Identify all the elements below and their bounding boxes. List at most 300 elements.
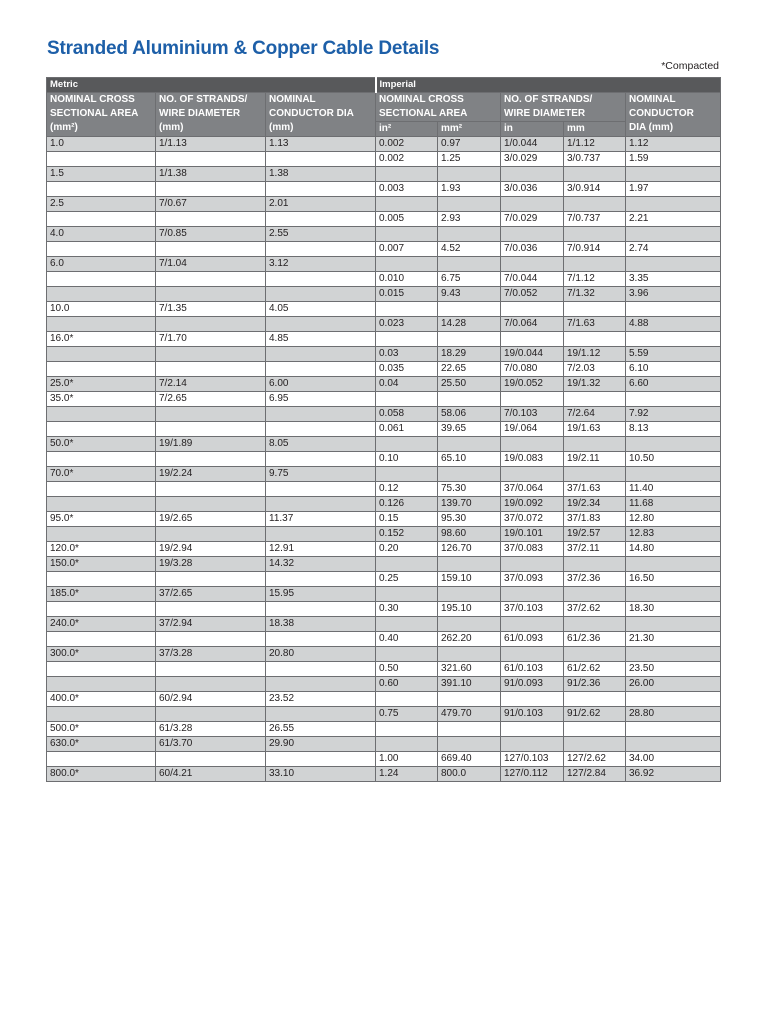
cell-metric-strands: 19/3.28 <box>156 557 266 572</box>
cell-metric-strands <box>156 347 266 362</box>
cell-in2: 0.010 <box>376 272 438 287</box>
cell-metric-area <box>47 362 156 377</box>
cell-metric-area <box>47 497 156 512</box>
sub-header-in2: in² <box>376 122 438 137</box>
cell-metric-area: 95.0* <box>47 512 156 527</box>
cell-metric-area: 630.0* <box>47 737 156 752</box>
cell-metric-strands: 60/2.94 <box>156 692 266 707</box>
cell-imperial-dia <box>626 332 721 347</box>
cell-metric-strands <box>156 362 266 377</box>
cell-metric-dia: 3.12 <box>266 257 376 272</box>
cell-mm2: 25.50 <box>438 377 501 392</box>
cell-mm2: 22.65 <box>438 362 501 377</box>
cell-in2: 0.126 <box>376 497 438 512</box>
cell-metric-area: 1.0 <box>47 137 156 152</box>
cell-metric-dia <box>266 572 376 587</box>
cell-strands-mm: 7/1.63 <box>564 317 626 332</box>
cell-in2 <box>376 587 438 602</box>
cell-metric-area: 4.0 <box>47 227 156 242</box>
cell-in2: 0.003 <box>376 182 438 197</box>
cell-metric-dia: 33.10 <box>266 767 376 782</box>
table-row <box>47 227 721 242</box>
cell-metric-area: 800.0* <box>47 767 156 782</box>
cell-strands-mm <box>564 617 626 632</box>
cell-strands-mm: 127/2.62 <box>564 752 626 767</box>
cell-metric-dia <box>266 707 376 722</box>
cell-mm2: 18.29 <box>438 347 501 362</box>
cell-mm2 <box>438 692 501 707</box>
cell-imperial-dia: 6.60 <box>626 377 721 392</box>
sub-header-mm2: mm² <box>438 122 501 137</box>
cell-metric-area <box>47 242 156 257</box>
cell-mm2 <box>438 227 501 242</box>
cell-metric-area <box>47 272 156 287</box>
cell-strands-mm: 91/2.36 <box>564 677 626 692</box>
table-row <box>47 557 721 572</box>
cell-metric-strands: 19/2.65 <box>156 512 266 527</box>
cell-mm2: 95.30 <box>438 512 501 527</box>
cell-metric-dia: 29.90 <box>266 737 376 752</box>
cell-metric-strands <box>156 572 266 587</box>
cell-strands-in: 91/0.093 <box>501 677 564 692</box>
cell-metric-dia: 9.75 <box>266 467 376 482</box>
cell-in2 <box>376 737 438 752</box>
cell-imperial-dia <box>626 227 721 242</box>
table-body <box>47 137 721 782</box>
cell-in2: 0.75 <box>376 707 438 722</box>
cell-strands-in: 7/0.044 <box>501 272 564 287</box>
cell-metric-dia <box>266 482 376 497</box>
cell-imperial-dia <box>626 692 721 707</box>
cell-metric-strands <box>156 422 266 437</box>
cell-strands-in: 127/0.112 <box>501 767 564 782</box>
cell-metric-area: 120.0* <box>47 542 156 557</box>
cell-imperial-dia: 36.92 <box>626 767 721 782</box>
cell-strands-mm <box>564 737 626 752</box>
cell-strands-mm <box>564 467 626 482</box>
cell-imperial-dia: 3.35 <box>626 272 721 287</box>
cell-imperial-dia <box>626 647 721 662</box>
cell-metric-strands <box>156 752 266 767</box>
cell-strands-mm <box>564 332 626 347</box>
cell-metric-strands: 7/1.35 <box>156 302 266 317</box>
cell-mm2 <box>438 557 501 572</box>
cell-in2 <box>376 257 438 272</box>
cell-strands-in: 7/0.029 <box>501 212 564 227</box>
cell-metric-strands <box>156 497 266 512</box>
cell-metric-strands: 7/0.85 <box>156 227 266 242</box>
cell-strands-in <box>501 557 564 572</box>
cell-mm2 <box>438 737 501 752</box>
table-row <box>47 452 721 467</box>
cell-imperial-dia: 2.74 <box>626 242 721 257</box>
cell-imperial-dia <box>626 557 721 572</box>
cell-mm2: 65.10 <box>438 452 501 467</box>
cell-metric-strands <box>156 242 266 257</box>
cell-strands-mm <box>564 647 626 662</box>
cell-imperial-dia <box>626 392 721 407</box>
cell-in2: 0.002 <box>376 137 438 152</box>
cell-metric-strands: 19/1.89 <box>156 437 266 452</box>
cell-strands-in <box>501 587 564 602</box>
cell-metric-area <box>47 572 156 587</box>
table-row <box>47 167 721 182</box>
cell-metric-strands <box>156 212 266 227</box>
table-row <box>47 752 721 767</box>
cell-in2: 0.03 <box>376 347 438 362</box>
cell-mm2: 126.70 <box>438 542 501 557</box>
cell-metric-area <box>47 452 156 467</box>
cell-imperial-dia: 12.80 <box>626 512 721 527</box>
cell-strands-in <box>501 467 564 482</box>
cell-mm2 <box>438 467 501 482</box>
cell-metric-area <box>47 482 156 497</box>
table-row <box>47 302 721 317</box>
cell-in2: 0.30 <box>376 602 438 617</box>
cell-imperial-dia: 21.30 <box>626 632 721 647</box>
cell-metric-dia <box>266 677 376 692</box>
cell-mm2: 195.10 <box>438 602 501 617</box>
cell-imperial-dia <box>626 167 721 182</box>
cell-metric-dia <box>266 182 376 197</box>
cell-metric-dia <box>266 422 376 437</box>
table-row <box>47 647 721 662</box>
table-row <box>47 617 721 632</box>
cell-metric-dia: 6.00 <box>266 377 376 392</box>
cell-strands-in <box>501 167 564 182</box>
cell-strands-mm: 7/1.32 <box>564 287 626 302</box>
cell-strands-mm: 3/0.914 <box>564 182 626 197</box>
cell-metric-strands <box>156 152 266 167</box>
cell-strands-in: 19/0.101 <box>501 527 564 542</box>
cell-imperial-dia <box>626 197 721 212</box>
table-row <box>47 692 721 707</box>
table-row <box>47 587 721 602</box>
metric-strands-header: NO. OF STRANDS/ WIRE DIAMETER (mm) <box>156 93 266 137</box>
cell-strands-mm: 3/0.737 <box>564 152 626 167</box>
cell-strands-in: 3/0.036 <box>501 182 564 197</box>
cell-metric-dia <box>266 212 376 227</box>
cell-strands-in <box>501 722 564 737</box>
cell-metric-dia: 8.05 <box>266 437 376 452</box>
cell-strands-in: 37/0.103 <box>501 602 564 617</box>
cell-in2: 0.12 <box>376 482 438 497</box>
cell-imperial-dia <box>626 587 721 602</box>
cell-strands-in: 61/0.093 <box>501 632 564 647</box>
cell-mm2: 391.10 <box>438 677 501 692</box>
cell-metric-area: 300.0* <box>47 647 156 662</box>
cell-mm2: 1.25 <box>438 152 501 167</box>
table-row <box>47 662 721 677</box>
cell-metric-area: 35.0* <box>47 392 156 407</box>
table-row <box>47 242 721 257</box>
cell-strands-mm: 19/1.12 <box>564 347 626 362</box>
cell-metric-dia <box>266 347 376 362</box>
cell-metric-dia: 6.95 <box>266 392 376 407</box>
cell-metric-dia: 14.32 <box>266 557 376 572</box>
cell-metric-dia: 1.38 <box>266 167 376 182</box>
cell-metric-strands <box>156 632 266 647</box>
cell-strands-in: 37/0.093 <box>501 572 564 587</box>
cell-imperial-dia: 18.30 <box>626 602 721 617</box>
cell-in2: 0.023 <box>376 317 438 332</box>
cell-strands-in: 19/0.052 <box>501 377 564 392</box>
cell-metric-dia <box>266 452 376 467</box>
cell-metric-strands <box>156 272 266 287</box>
cell-imperial-dia: 7.92 <box>626 407 721 422</box>
cell-strands-in <box>501 257 564 272</box>
cell-mm2: 321.60 <box>438 662 501 677</box>
table-row <box>47 392 721 407</box>
cell-strands-mm: 7/0.914 <box>564 242 626 257</box>
cell-in2 <box>376 557 438 572</box>
table-row <box>47 362 721 377</box>
cell-metric-strands <box>156 602 266 617</box>
cell-metric-area <box>47 677 156 692</box>
cell-strands-in <box>501 737 564 752</box>
cell-imperial-dia: 1.97 <box>626 182 721 197</box>
cell-metric-strands: 7/2.14 <box>156 377 266 392</box>
imperial-strands-header: NO. OF STRANDS/ WIRE DIAMETER <box>501 93 626 122</box>
sub-header-mm: mm <box>564 122 626 137</box>
cell-mm2: 669.40 <box>438 752 501 767</box>
cell-strands-in: 7/0.064 <box>501 317 564 332</box>
cell-strands-in <box>501 617 564 632</box>
cell-imperial-dia: 4.88 <box>626 317 721 332</box>
cell-imperial-dia <box>626 617 721 632</box>
cell-strands-mm <box>564 392 626 407</box>
cell-imperial-dia: 5.59 <box>626 347 721 362</box>
table-row <box>47 602 721 617</box>
table-row <box>47 767 721 782</box>
cell-metric-strands <box>156 677 266 692</box>
cell-metric-strands: 19/2.24 <box>156 467 266 482</box>
cell-metric-dia: 20.80 <box>266 647 376 662</box>
cell-strands-in <box>501 692 564 707</box>
cell-strands-in: 19/.064 <box>501 422 564 437</box>
cell-metric-area <box>47 752 156 767</box>
cell-strands-in <box>501 647 564 662</box>
cell-strands-in: 7/0.036 <box>501 242 564 257</box>
cell-strands-in: 127/0.103 <box>501 752 564 767</box>
cell-metric-area: 185.0* <box>47 587 156 602</box>
table-row <box>47 347 721 362</box>
table-row <box>47 197 721 212</box>
cell-strands-in <box>501 437 564 452</box>
cell-mm2 <box>438 167 501 182</box>
cell-metric-area: 6.0 <box>47 257 156 272</box>
cell-strands-mm: 19/2.11 <box>564 452 626 467</box>
cell-strands-in: 37/0.083 <box>501 542 564 557</box>
cell-in2 <box>376 197 438 212</box>
cell-in2: 0.20 <box>376 542 438 557</box>
cell-strands-mm <box>564 227 626 242</box>
cell-metric-area: 16.0* <box>47 332 156 347</box>
cell-strands-mm: 1/1.12 <box>564 137 626 152</box>
cell-metric-area <box>47 707 156 722</box>
cell-imperial-dia <box>626 467 721 482</box>
cell-strands-mm: 37/2.11 <box>564 542 626 557</box>
cell-metric-area <box>47 347 156 362</box>
cell-metric-dia: 1.13 <box>266 137 376 152</box>
cell-imperial-dia <box>626 257 721 272</box>
cell-metric-area <box>47 287 156 302</box>
cell-metric-dia <box>266 407 376 422</box>
cell-in2 <box>376 332 438 347</box>
cell-metric-strands <box>156 182 266 197</box>
cell-metric-area: 500.0* <box>47 722 156 737</box>
table-row <box>47 482 721 497</box>
cell-metric-strands <box>156 317 266 332</box>
cell-mm2: 479.70 <box>438 707 501 722</box>
cell-metric-strands: 61/3.28 <box>156 722 266 737</box>
table-row <box>47 332 721 347</box>
metric-dia-header: NOMINAL CONDUCTOR DIA (mm) <box>266 93 376 137</box>
cell-in2: 0.40 <box>376 632 438 647</box>
imperial-area-header: NOMINAL CROSS SECTIONAL AREA <box>376 93 501 122</box>
cell-strands-mm: 61/2.62 <box>564 662 626 677</box>
cell-imperial-dia <box>626 437 721 452</box>
cell-metric-dia: 26.55 <box>266 722 376 737</box>
cell-metric-dia: 2.01 <box>266 197 376 212</box>
cell-imperial-dia: 1.12 <box>626 137 721 152</box>
cell-in2: 0.002 <box>376 152 438 167</box>
cell-metric-area: 70.0* <box>47 467 156 482</box>
cell-metric-area <box>47 152 156 167</box>
cell-strands-mm <box>564 437 626 452</box>
cell-imperial-dia: 8.13 <box>626 422 721 437</box>
cell-metric-dia: 4.05 <box>266 302 376 317</box>
cell-metric-strands <box>156 527 266 542</box>
cell-in2: 1.24 <box>376 767 438 782</box>
cell-metric-area <box>47 317 156 332</box>
cell-strands-in: 61/0.103 <box>501 662 564 677</box>
cell-strands-in: 7/0.103 <box>501 407 564 422</box>
cell-strands-in: 19/0.092 <box>501 497 564 512</box>
cell-metric-strands: 37/2.65 <box>156 587 266 602</box>
cell-metric-area: 25.0* <box>47 377 156 392</box>
cell-metric-dia <box>266 527 376 542</box>
cell-mm2: 159.10 <box>438 572 501 587</box>
cell-imperial-dia: 12.83 <box>626 527 721 542</box>
cell-mm2: 9.43 <box>438 287 501 302</box>
cell-in2 <box>376 692 438 707</box>
cell-imperial-dia: 26.00 <box>626 677 721 692</box>
cell-in2 <box>376 722 438 737</box>
cell-in2: 0.007 <box>376 242 438 257</box>
cell-strands-mm: 7/2.03 <box>564 362 626 377</box>
cell-strands-mm <box>564 557 626 572</box>
cell-metric-dia: 15.95 <box>266 587 376 602</box>
cell-in2: 0.058 <box>376 407 438 422</box>
cell-metric-area <box>47 632 156 647</box>
cell-metric-dia <box>266 632 376 647</box>
table-row <box>47 542 721 557</box>
table-row <box>47 722 721 737</box>
cell-strands-in: 3/0.029 <box>501 152 564 167</box>
cell-imperial-dia: 3.96 <box>626 287 721 302</box>
cell-mm2: 0.97 <box>438 137 501 152</box>
cell-metric-dia <box>266 287 376 302</box>
cell-strands-in: 19/0.044 <box>501 347 564 362</box>
table-row <box>47 317 721 332</box>
table-row <box>47 707 721 722</box>
cell-metric-area: 50.0* <box>47 437 156 452</box>
cell-strands-in: 37/0.064 <box>501 482 564 497</box>
cell-strands-in: 19/0.083 <box>501 452 564 467</box>
cell-metric-area: 400.0* <box>47 692 156 707</box>
table-row <box>47 257 721 272</box>
cell-metric-dia <box>266 317 376 332</box>
cell-strands-mm <box>564 197 626 212</box>
cell-mm2: 75.30 <box>438 482 501 497</box>
table-row <box>47 527 721 542</box>
cell-mm2 <box>438 437 501 452</box>
cell-strands-mm: 19/2.34 <box>564 497 626 512</box>
cell-metric-dia <box>266 752 376 767</box>
cell-strands-mm: 19/1.63 <box>564 422 626 437</box>
cell-metric-area <box>47 407 156 422</box>
page-title: Stranded Aluminium & Copper Cable Details <box>47 38 440 59</box>
cell-strands-mm: 37/2.36 <box>564 572 626 587</box>
cell-strands-mm <box>564 257 626 272</box>
cell-metric-area <box>47 182 156 197</box>
cell-imperial-dia <box>626 737 721 752</box>
table-row <box>47 377 721 392</box>
cable-details-table <box>46 77 721 782</box>
cell-in2 <box>376 617 438 632</box>
cell-metric-strands <box>156 482 266 497</box>
table-row <box>47 512 721 527</box>
table-row <box>47 137 721 152</box>
cell-strands-mm <box>564 302 626 317</box>
cell-metric-strands: 7/1.70 <box>156 332 266 347</box>
cell-metric-strands: 1/1.38 <box>156 167 266 182</box>
compacted-note: *Compacted <box>661 60 719 72</box>
cell-strands-in: 1/0.044 <box>501 137 564 152</box>
cell-mm2: 98.60 <box>438 527 501 542</box>
cell-metric-strands <box>156 452 266 467</box>
cell-imperial-dia: 34.00 <box>626 752 721 767</box>
cell-metric-dia: 2.55 <box>266 227 376 242</box>
cell-metric-area <box>47 602 156 617</box>
cell-metric-dia <box>266 497 376 512</box>
cell-strands-in: 91/0.103 <box>501 707 564 722</box>
table-row <box>47 737 721 752</box>
cell-strands-in: 7/0.080 <box>501 362 564 377</box>
cell-mm2: 4.52 <box>438 242 501 257</box>
metric-area-header: NOMINAL CROSS SECTIONAL AREA (mm²) <box>47 93 156 137</box>
cell-mm2: 262.20 <box>438 632 501 647</box>
table-row <box>47 272 721 287</box>
cell-metric-strands: 7/2.65 <box>156 392 266 407</box>
cell-metric-area <box>47 527 156 542</box>
metric-group-header: Metric <box>47 78 376 93</box>
cell-strands-mm: 127/2.84 <box>564 767 626 782</box>
table-row <box>47 407 721 422</box>
sub-header-in: in <box>501 122 564 137</box>
cell-metric-area: 10.0 <box>47 302 156 317</box>
cell-imperial-dia: 10.50 <box>626 452 721 467</box>
cell-strands-mm <box>564 692 626 707</box>
cell-metric-strands: 1/1.13 <box>156 137 266 152</box>
cell-imperial-dia <box>626 302 721 317</box>
cell-strands-in: 37/0.072 <box>501 512 564 527</box>
cell-strands-in <box>501 302 564 317</box>
cell-in2 <box>376 227 438 242</box>
cell-mm2 <box>438 647 501 662</box>
cell-imperial-dia: 14.80 <box>626 542 721 557</box>
